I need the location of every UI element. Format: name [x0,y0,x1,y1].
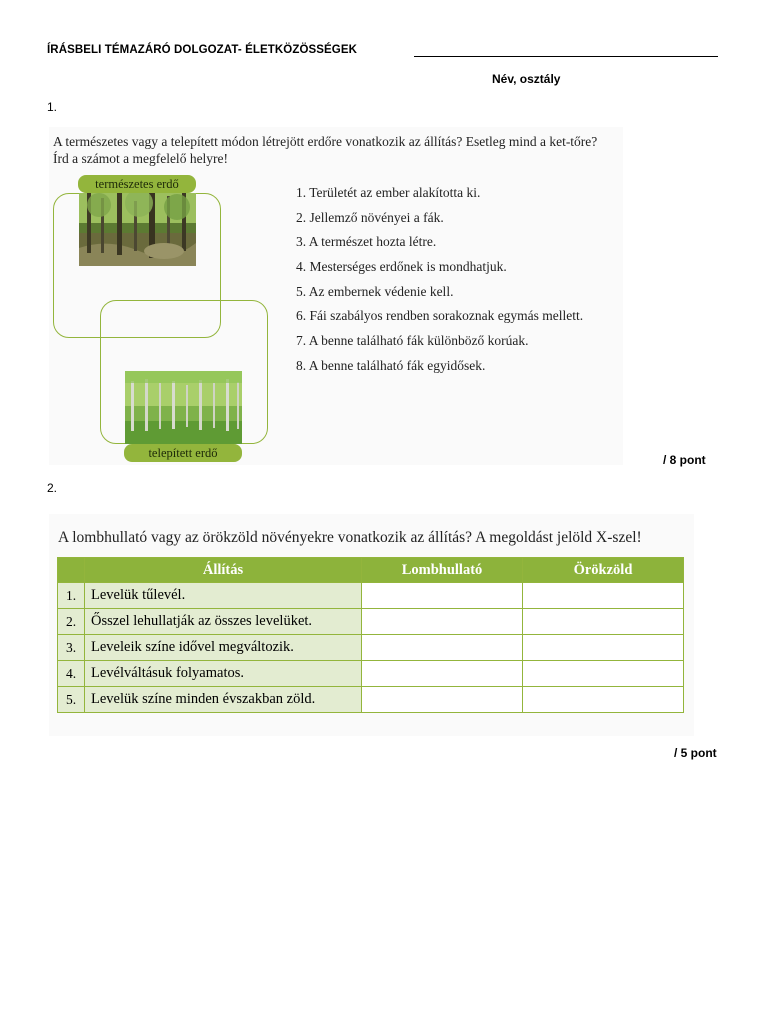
answer-table [57,557,684,713]
deciduous-answer-cell[interactable] [362,635,523,661]
statement-item: 8. A benne található fák egyidősek. [296,357,486,373]
table-row [58,635,684,661]
name-underline [414,56,718,57]
question-1-number: 1. [47,100,58,114]
question-1-prompt: A természetes vagy a telepített módon létrejött erdőre vonatkozik az állítás? Esetleg mind a ket-tőre? Írd a számot a megfelelő helyre! [53,134,598,166]
statement-item: 3. A természet hozta létre. [296,234,437,250]
row-statement: Ősszel lehullatják az összes levelüket. [85,609,362,635]
row-number: 1. [58,583,85,609]
deciduous-answer-cell[interactable] [362,661,523,687]
natural-forest-label: természetes erdő [78,175,196,193]
statement-item: 4. Mesterséges erdőnek is mondhatjuk. [296,259,507,275]
row-number: 2. [58,609,85,635]
table-row [58,583,684,609]
table-row [58,609,684,635]
evergreen-answer-cell[interactable] [523,687,684,713]
planted-forest-photo [125,371,242,444]
statement-item: 7. A benne található fák különböző korúak. [296,333,529,349]
planted-forest-label: telepített erdő [124,444,242,462]
statement-item: 1. Területét az ember alakította ki. [296,185,481,200]
header-deciduous: Lombhullató [362,558,523,583]
row-number: 5. [58,687,85,713]
row-statement: Leveleik színe idővel megváltozik. [85,635,362,661]
question-2-prompt: A lombhullató vagy az örökzöld növényekre vonatkozik az állítás? A megoldást jelöld X-szel! [58,529,642,546]
row-number: 4. [58,661,85,687]
header-evergreen: Örökzöld [523,558,684,583]
question-1-score: / 8 pont [663,453,706,467]
evergreen-answer-cell[interactable] [523,609,684,635]
header-number [58,558,85,583]
row-statement: Levelük színe minden évszakban zöld. [85,687,362,713]
statement-item: 6. Fái szabályos rendben sorakoznak egymás mellett. [296,308,584,324]
question-2-score: / 5 pont [674,746,717,760]
evergreen-answer-cell[interactable] [523,635,684,661]
evergreen-answer-cell[interactable] [523,661,684,687]
deciduous-answer-cell[interactable] [362,583,523,609]
question-2-number: 2. [47,481,58,495]
deciduous-answer-cell[interactable] [362,609,523,635]
statement-list [296,184,616,382]
header-statement: Állítás [85,558,362,583]
deciduous-answer-cell[interactable] [362,687,523,713]
table-row [58,687,684,713]
name-class-label: Név, osztály [492,72,561,86]
row-number: 3. [58,635,85,661]
table-header-row [58,558,684,583]
natural-forest-photo [79,193,196,266]
row-statement: Levelük tűlevél. [85,583,362,609]
evergreen-answer-cell[interactable] [523,583,684,609]
row-statement: Levélváltásuk folyamatos. [85,661,362,687]
statement-item: 2. Jellemző növényei a fák. [296,209,444,225]
table-row [58,661,684,687]
statement-item: 5. Az embernek védenie kell. [296,283,454,299]
document-title: ÍRÁSBELI TÉMAZÁRÓ DOLGOZAT- ÉLETKÖZÖSSÉGEK [47,44,358,56]
